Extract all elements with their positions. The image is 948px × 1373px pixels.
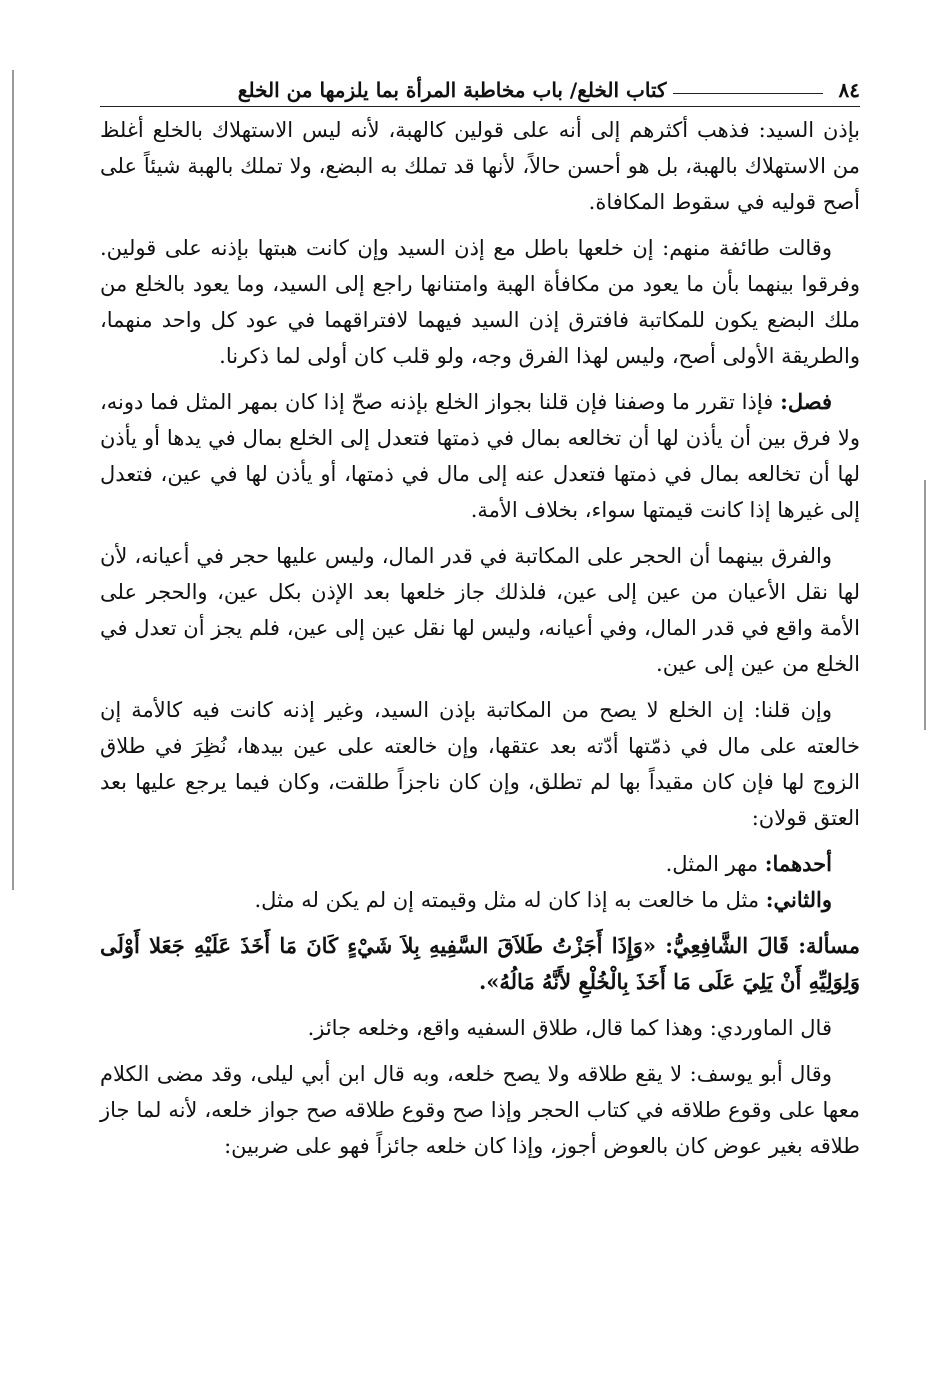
paragraph — [100, 384, 860, 528]
masala-lead: مسألة: قَالَ الشَّافِعِيُّ: — [665, 933, 860, 958]
sub-item-lead: والثاني: — [765, 887, 832, 912]
scan-margin-line-right — [924, 480, 926, 730]
paragraph — [100, 230, 860, 374]
paragraph-text: بإذن السيد: فذهب أكثرهم إلى أنه على قولين كالهبة، لأنه ليس الاستهلاك بالخلع أغلظ من الاستهلاك بالهبة، بل هو أحسن حالاً، لأنها قد تملك به البضع، ولا تملك بالهبة شيئاً على أصح قوليه في سقوط المكافاة. — [100, 118, 860, 214]
paragraph-text: فإذا تقرر ما وصفنا فإن قلنا بجواز الخلع بإذنه صحّ إذا كان بمهر المثل فما دونه، ولا فرق بين أن يأذن لها أن تخالعه بمال في ذمتها فتعدل إلى الخلع بمال في يدها أو يأذن لها أن تخالعه بمال في ذمتها فتعدل عنه إلى مال في ذمتها، أو يأذن لها في عين، فتعدل إلى غيرها إذا كانت قيمتها سواء، بخلاف الأمة. — [100, 390, 860, 522]
scan-margin-line-left — [12, 70, 14, 890]
page-number: ٨٤ — [838, 78, 860, 102]
body-text — [100, 112, 860, 1174]
paragraph-text: قال الماوردي: وهذا كما قال، طلاق السفيه واقع، وخلعه جائز. — [307, 1016, 832, 1040]
paragraph — [100, 538, 860, 682]
paragraph — [100, 1010, 860, 1046]
section-lead: فصل: — [780, 389, 832, 414]
header-dash — [673, 93, 823, 94]
paragraph — [100, 692, 860, 836]
sub-item-text: مهر المثل. — [665, 852, 765, 876]
sub-item — [100, 882, 832, 918]
masala-paragraph — [100, 928, 860, 1000]
paragraph — [100, 1056, 860, 1164]
masala-quote: «وَإِذَا أَجَزْتُ طَلاَقَ السَّفِيهِ بِلاَ شَيْءٍ كَانَ مَا أَخَذَ عَلَيْهِ جَعَلا أَوْلَى وَلِوَلِيِّهِ أَنْ يَلِيَ عَلَى مَا أَخَذَ بِالْخُلْعِ لأَنَّهُ مَالُهُ». — [100, 933, 860, 994]
paragraph-text: وإن قلنا: إن الخلع لا يصح من المكاتبة بإذن السيد، وغير إذنه كانت فيه كالأمة إن خالعته على مال في ذمّتها أدّته بعد عتقها، وإن خالعته على عين بيدها، نُظِرَ في طلاق الزوج لها فإن كان مقيداً بها لم تطلق، وإن كان ناجزاً طلقت، وكان فيما يرجع عليها بعد العتق قولان: — [100, 698, 860, 830]
sub-item — [100, 846, 832, 882]
paragraph-text: وقال أبو يوسف: لا يقع طلاقه ولا يصح خلعه، وبه قال ابن أبي ليلى، وقد مضى الكلام معها على وقوع طلاقه في كتاب الحجر وإذا صح وقوع طلاقه صح جواز خلعه، لأنه لما جاز طلاقه بغير عوض كان بالعوض أجوز، وإذا كان خلعه جائزاً فهو على ضربين: — [100, 1062, 860, 1158]
paragraph-text: وقالت طائفة منهم: إن خلعها باطل مع إذن السيد وإن كانت هبتها بإذنه على قولين. وفرقوا بينهما بأن ما يعود من مكافأة الهبة وامتنانها راجع إلى السيد، وما يعود بالخلع من ملك البضع يكون للمكاتبة فافترق إذن السيد فيهما لافتراقهما في عود كل واحد منهما، والطريقة الأولى أصح، وليس لهذا الفرق وجه، ولو قلب كان أولى لما ذكرنا. — [100, 236, 860, 368]
sub-item-lead: أحدهما: — [764, 851, 832, 876]
page-header — [100, 62, 860, 107]
paragraph — [100, 112, 860, 220]
running-title: كتاب الخلع/ باب مخاطبة المرأة بما يلزمها من الخلع — [237, 78, 667, 102]
paragraph-text: والفرق بينهما أن الحجر على المكاتبة في قدر المال، وليس عليها حجر في أعيانه، لأن لها نقل الأعيان من عين إلى عين، فلذلك جاز خلعها بعد الإذن بكل عين، والحجر على الأمة واقع في قدر المال، وفي أعيانه، وليس لها نقل عين إلى عين، فلم يجز أن تعدل في الخلع من عين إلى عين. — [100, 544, 860, 676]
sub-item-text: مثل ما خالعت به إذا كان له مثل وقيمته إن لم يكن له مثل. — [254, 888, 766, 912]
